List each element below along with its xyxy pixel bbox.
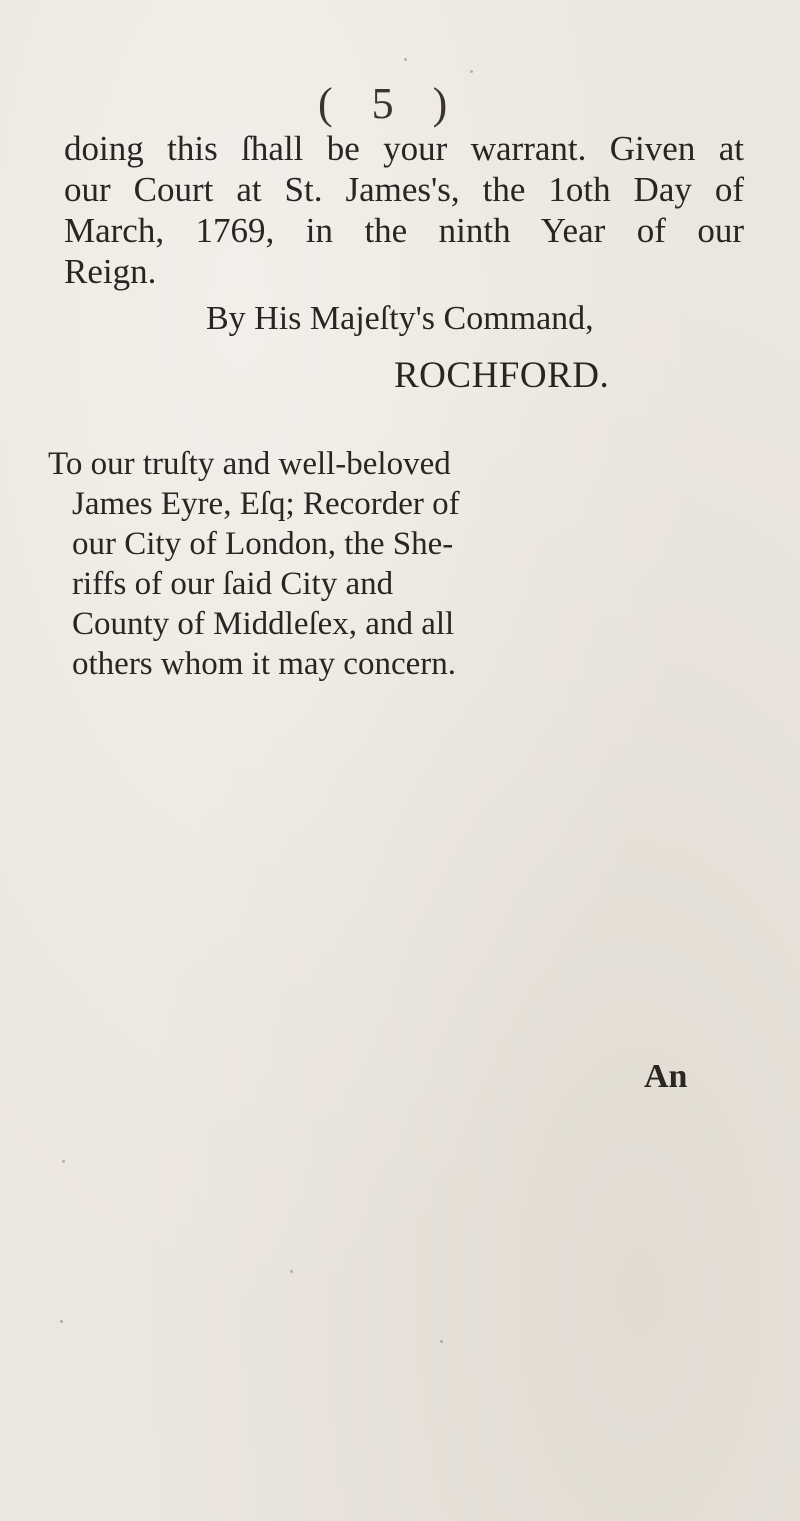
body-paragraph	[64, 128, 744, 292]
body-line: March, 1769, in the ninth Year of our	[64, 211, 744, 250]
address-line: our City of London, the She-	[72, 526, 454, 562]
paper-speck	[440, 1340, 443, 1343]
paper-speck	[62, 1160, 65, 1163]
address-line: To our truſty and well-beloved	[48, 446, 451, 482]
body-line: Reign.	[64, 252, 157, 291]
paper-speck	[404, 58, 407, 61]
command-line: By His Majeſty's Command,	[206, 300, 594, 337]
paper-speck	[290, 1270, 293, 1273]
page-number: ( 5 )	[318, 79, 462, 128]
address-block	[48, 444, 528, 684]
body-line: doing this ſhall be your warrant. Given at	[64, 129, 744, 168]
body-line: our Court at St. James's, the 1oth Day of	[64, 170, 744, 209]
address-line: others whom it may concern.	[72, 646, 456, 682]
signature: ROCHFORD.	[394, 355, 610, 396]
address-line: County of Middleſex, and all	[72, 606, 455, 642]
paper-speck	[60, 1320, 63, 1323]
address-line: riffs of our ſaid City and	[72, 566, 394, 602]
address-line: James Eyre, Eſq; Recorder of	[72, 486, 460, 522]
catchword: An	[644, 1058, 688, 1095]
paper-speck	[470, 70, 473, 73]
